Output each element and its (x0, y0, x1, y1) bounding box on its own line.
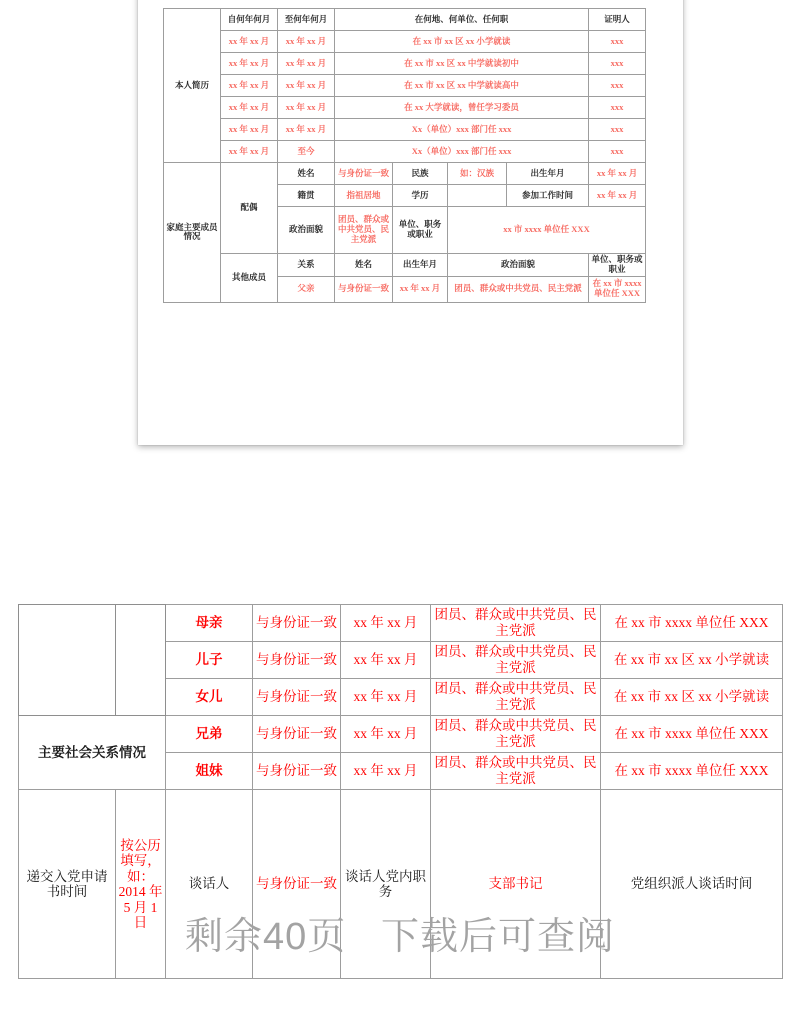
social-name: 与身份证一致 (253, 716, 341, 753)
other-header-birth: 出生年月 (393, 254, 448, 277)
family-relation: 女儿 (166, 679, 253, 716)
apply-time-label: 递交入党申请书时间 (19, 790, 116, 979)
resume-header-witness: 证明人 (589, 9, 646, 31)
apply-time-value: 按公历填写，如：2014 年 5 月 1 日 (116, 790, 166, 979)
resume-and-family-table (163, 8, 646, 303)
table-row (164, 31, 646, 53)
other-unit: 在 xx 市 xxxx 单位任 XXX (589, 276, 646, 302)
family-relation: 母亲 (166, 605, 253, 642)
resume-header-detail: 在何地、何单位、任何职 (335, 9, 589, 31)
resume-header-to: 至何年何月 (278, 9, 335, 31)
resume-witness: xxx (589, 97, 646, 119)
family-political: 团员、群众或中共党员、民主党派 (431, 605, 601, 642)
spouse-education-value (448, 185, 507, 207)
spouse-education-label: 学历 (393, 185, 448, 207)
resume-from: xx 年 xx 月 (221, 97, 278, 119)
other-birth: xx 年 xx 月 (393, 276, 448, 302)
other-name: 与身份证一致 (335, 276, 393, 302)
resume-detail: 在 xx 市 xx 区 xx 小学就读 (335, 31, 589, 53)
family-section-label-continued (19, 605, 116, 716)
table-row (164, 97, 646, 119)
resume-section-label: 本人简历 (164, 9, 221, 163)
resume-from: xx 年 xx 月 (221, 31, 278, 53)
table-row (164, 163, 646, 185)
table-row (164, 141, 646, 163)
remaining-pages-note: 剩余40页 下载后可查阅 (185, 916, 615, 958)
resume-to: 至今 (278, 141, 335, 163)
social-relation: 姐妹 (166, 753, 253, 790)
spouse-native-value: 指祖居地 (335, 185, 393, 207)
resume-witness: xxx (589, 53, 646, 75)
resume-to: xx 年 xx 月 (278, 97, 335, 119)
resume-to: xx 年 xx 月 (278, 75, 335, 97)
talker-label: 谈话人 (166, 790, 253, 979)
family-unit: 在 xx 市 xx 区 xx 小学就读 (601, 642, 783, 679)
social-birth: xx 年 xx 月 (341, 716, 431, 753)
spouse-political-value: 团员、群众或中共党员、民主党派 (335, 207, 393, 254)
resume-witness: xxx (589, 119, 646, 141)
other-political: 团员、群众或中共党员、民主党派 (448, 276, 589, 302)
spouse-unit-value: xx 市 xxxx 单位任 XXX (448, 207, 646, 254)
family-birth: xx 年 xx 月 (341, 605, 431, 642)
social-relation: 兄弟 (166, 716, 253, 753)
resume-detail: Xx（单位）xxx 部门任 xxx (335, 141, 589, 163)
spouse-native-label: 籍贯 (278, 185, 335, 207)
spouse-work-start-label: 参加工作时间 (507, 185, 589, 207)
resume-witness: xxx (589, 141, 646, 163)
family-unit: 在 xx 市 xxxx 单位任 XXX (601, 605, 783, 642)
talker-post-value: 支部书记 (431, 790, 601, 979)
family-name: 与身份证一致 (253, 679, 341, 716)
spouse-work-start-value: xx 年 xx 月 (589, 185, 646, 207)
resume-witness: xxx (589, 31, 646, 53)
resume-to: xx 年 xx 月 (278, 31, 335, 53)
document-page-sheet (138, 0, 683, 445)
other-header-unit: 单位、职务或职业 (589, 254, 646, 277)
social-name: 与身份证一致 (253, 753, 341, 790)
spouse-name-value: 与身份证一致 (335, 163, 393, 185)
family-unit: 在 xx 市 xx 区 xx 小学就读 (601, 679, 783, 716)
table-row (19, 605, 783, 642)
table-row (164, 254, 646, 277)
family-name: 与身份证一致 (253, 642, 341, 679)
spouse-unit-label: 单位、职务或职业 (393, 207, 448, 254)
table-row (164, 119, 646, 141)
family-section-label: 家庭主要成员情况 (164, 163, 221, 303)
social-political: 团员、群众或中共党员、民主党派 (431, 716, 601, 753)
resume-from: xx 年 xx 月 (221, 119, 278, 141)
resume-to: xx 年 xx 月 (278, 119, 335, 141)
spouse-birth-value: xx 年 xx 月 (589, 163, 646, 185)
other-header-name: 姓名 (335, 254, 393, 277)
spouse-label: 配偶 (221, 163, 278, 254)
social-unit: 在 xx 市 xxxx 单位任 XXX (601, 753, 783, 790)
spouse-political-label: 政治面貌 (278, 207, 335, 254)
family-political: 团员、群众或中共党员、民主党派 (431, 679, 601, 716)
spouse-birth-label: 出生年月 (507, 163, 589, 185)
resume-detail: 在 xx 市 xx 区 xx 中学就读高中 (335, 75, 589, 97)
other-relation: 父亲 (278, 276, 335, 302)
family-political: 团员、群众或中共党员、民主党派 (431, 642, 601, 679)
talker-value: 与身份证一致 (253, 790, 341, 979)
other-members-label: 其他成员 (221, 254, 278, 303)
resume-detail: Xx（单位）xxx 部门任 xxx (335, 119, 589, 141)
social-relations-label: 主要社会关系情况 (19, 716, 166, 790)
other-members-label-continued (116, 605, 166, 716)
table-row (164, 9, 646, 31)
family-name: 与身份证一致 (253, 605, 341, 642)
talker-post-label: 谈话人党内职务 (341, 790, 431, 979)
table-row (164, 75, 646, 97)
resume-header-from: 自何年何月 (221, 9, 278, 31)
social-unit: 在 xx 市 xxxx 单位任 XXX (601, 716, 783, 753)
spouse-ethnicity-value: 如：汉族 (448, 163, 507, 185)
table-row (19, 716, 783, 753)
resume-detail: 在 xx 大学就读，曾任学习委员 (335, 97, 589, 119)
social-birth: xx 年 xx 月 (341, 753, 431, 790)
resume-from: xx 年 xx 月 (221, 53, 278, 75)
family-birth: xx 年 xx 月 (341, 642, 431, 679)
resume-from: xx 年 xx 月 (221, 141, 278, 163)
other-header-political: 政治面貌 (448, 254, 589, 277)
other-header-relation: 关系 (278, 254, 335, 277)
social-political: 团员、群众或中共党员、民主党派 (431, 753, 601, 790)
family-birth: xx 年 xx 月 (341, 679, 431, 716)
spouse-ethnicity-label: 民族 (393, 163, 448, 185)
org-talk-time-label: 党组织派人谈话时间 (601, 790, 783, 979)
resume-from: xx 年 xx 月 (221, 75, 278, 97)
resume-witness: xxx (589, 75, 646, 97)
table-row (164, 53, 646, 75)
resume-to: xx 年 xx 月 (278, 53, 335, 75)
family-relation: 儿子 (166, 642, 253, 679)
spouse-name-label: 姓名 (278, 163, 335, 185)
resume-detail: 在 xx 市 xx 区 xx 中学就读初中 (335, 53, 589, 75)
